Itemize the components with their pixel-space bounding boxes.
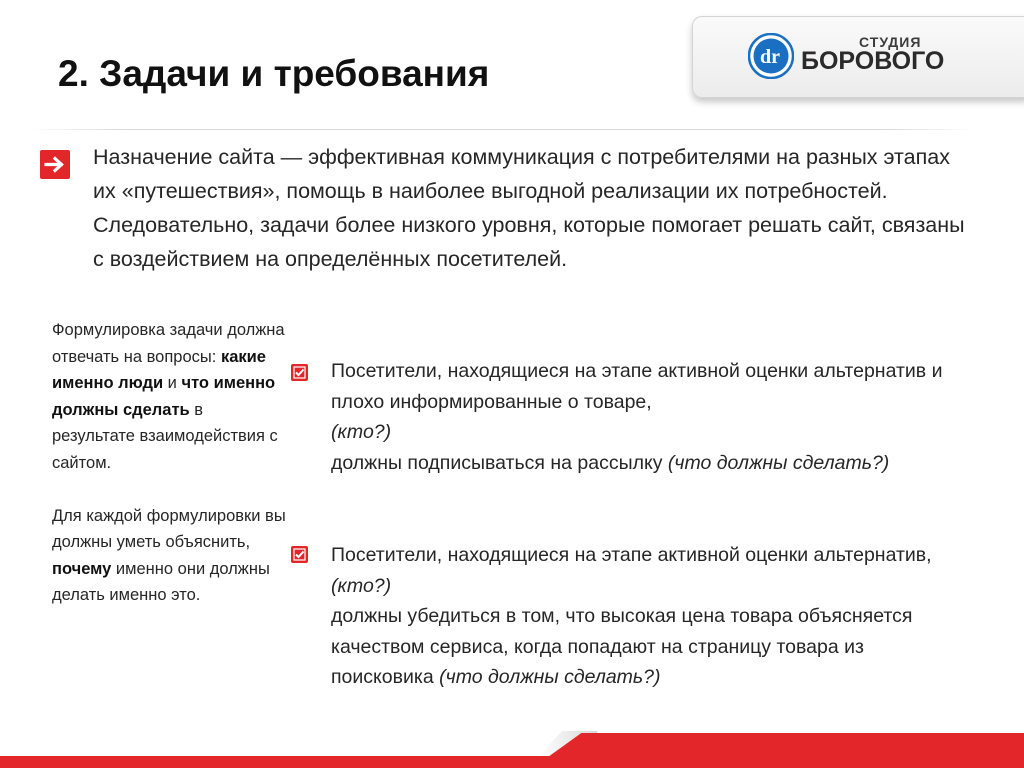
footer-bar xyxy=(0,756,1024,768)
studio-emblem-icon xyxy=(748,33,794,79)
checkbox-checked-icon xyxy=(291,546,308,563)
emblem-letters: dr xyxy=(760,46,780,68)
arrow-right-icon xyxy=(40,150,70,179)
task-item: Посетители, находящиеся на этапе активной оценки альтернатив, (кто?) должны убедиться в том, что высокая цена товара объясняется качеством сервиса, когда попадают на страницу товара из поисковика (что должны сделать?) xyxy=(331,544,932,688)
side-note-paragraph-2: Для каждой формулировки вы должны уметь объяснить, почему именно они должны делать именно это. xyxy=(52,506,286,604)
footer-accent xyxy=(548,733,1024,757)
slide-title: 2. Задачи и требования xyxy=(58,53,490,94)
side-note xyxy=(52,317,287,609)
purpose-paragraph: Назначение сайта — эффективная коммуникация с потребителями на разных этапах их «путешествия», помощь в наиболее выгодной реализации их потребностей. Следовательно, задачи более низкого уровня, которые помогает решать сайт, связаны с воздействием на определённых посетителей. xyxy=(93,145,965,271)
side-note-paragraph-1: Формулировка задачи должна отвечать на вопросы: какие именно люди и что именно должны сделать в результате взаимодействия с сайтом. xyxy=(52,321,285,472)
logo-studio-label: СТУДИЯ xyxy=(859,34,922,50)
logo-name-label: БОРОВОГО xyxy=(801,47,945,75)
header-divider xyxy=(30,129,976,130)
studio-logo xyxy=(692,16,1024,98)
checkbox-checked-icon xyxy=(291,364,308,381)
task-item: Посетители, находящиеся на этапе активной оценки альтернатив и плохо информированные о товаре, (кто?) должны подписываться на рассылку (что должны сделать?) xyxy=(331,360,943,474)
